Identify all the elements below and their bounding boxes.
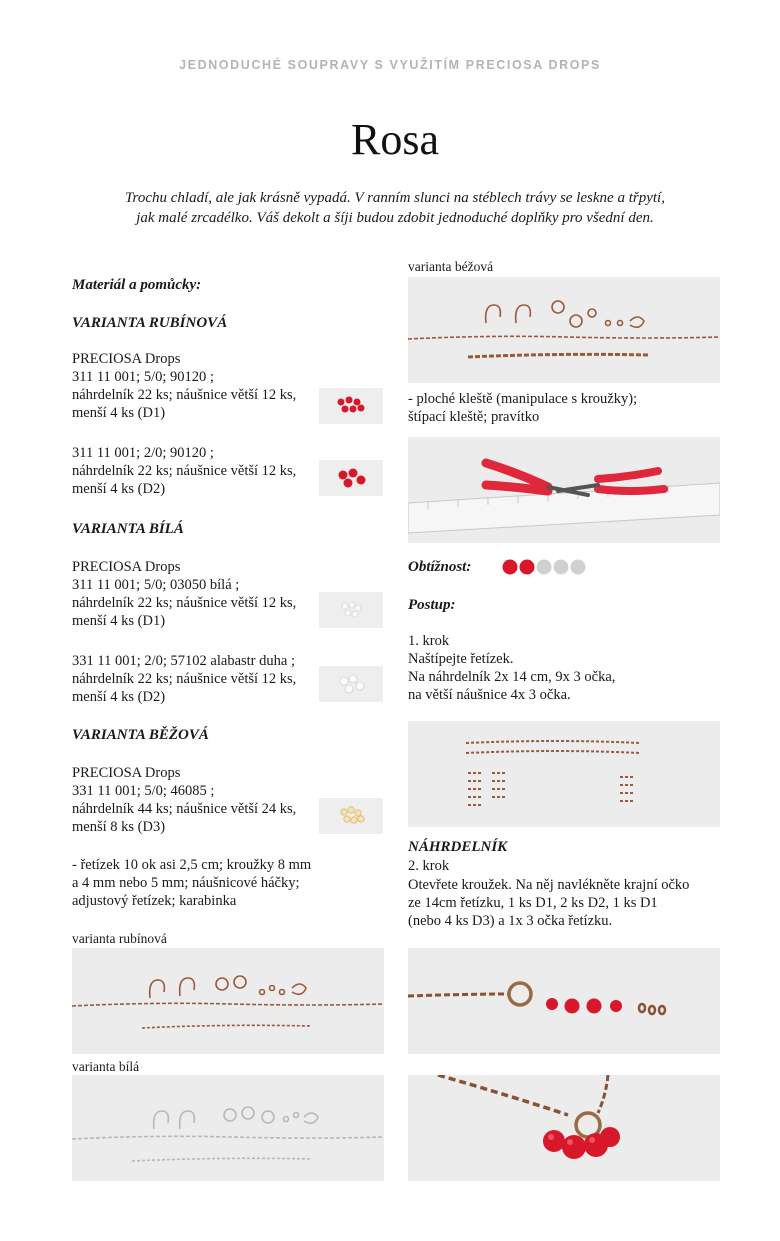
white-item2-code: 331 11 001; 2/0; 57102 alabastr duha ; — [72, 653, 295, 669]
necklace-heading: NÁHRDELNÍK — [408, 839, 508, 855]
red-item1-qty: náhrdelník 22 ks; náušnice větší 12 ks, — [72, 387, 297, 403]
red-item1-code: 311 11 001; 5/0; 90120 ; — [72, 369, 214, 385]
step2-result-photo — [408, 1075, 720, 1181]
procedure-heading: Postup: — [408, 597, 456, 613]
difficulty-label: Obtížnost: — [408, 559, 472, 575]
series-title: JEDNODUCHÉ SOUPRAVY S VYUŽITÍM PRECIOSA DROPS — [179, 58, 601, 72]
beige-beads-d3-thumbnail — [319, 798, 383, 834]
page-title: Rosa — [351, 115, 439, 164]
difficulty-dot-filled — [520, 560, 535, 575]
white-item1-code: 311 11 001; 5/0; 03050 bílá ; — [72, 577, 240, 593]
tools-photo — [408, 437, 720, 543]
difficulty-rating — [502, 558, 592, 576]
caption-variant-red: varianta rubínová — [72, 931, 167, 946]
tools-line-1: - ploché kleště (manipulace s kroužky); — [408, 391, 638, 407]
red-item1-small: menší 4 ks (D1) — [72, 405, 166, 421]
white-item1-small: menší 4 ks (D1) — [72, 613, 166, 629]
materials-heading: Materiál a pomůcky: — [72, 277, 202, 293]
intro-text — [90, 188, 700, 228]
red-beads-d1-thumbnail — [319, 388, 383, 424]
variant-beige-heading: VARIANTA BĚŽOVÁ — [72, 727, 209, 743]
white-beads-d1-thumbnail — [319, 592, 383, 628]
beige-brand: PRECIOSA Drops — [72, 765, 181, 781]
red-beads-d2-thumbnail — [319, 460, 383, 496]
white-item1-qty: náhrdelník 22 ks; náušnice větší 12 ks, — [72, 595, 297, 611]
caption-variant-white: varianta bílá — [72, 1059, 140, 1074]
other-materials-line-1: - řetízek 10 ok asi 2,5 cm; kroužky 8 mm — [72, 857, 312, 873]
other-materials-line-2: a 4 mm nebo 5 mm; náušnicové háčky; — [72, 875, 300, 891]
caption-variant-beige: varianta béžová — [408, 259, 494, 274]
red-brand: PRECIOSA Drops — [72, 351, 181, 367]
white-beads-d2-thumbnail — [319, 666, 383, 702]
variant-white-heading: VARIANTA BÍLÁ — [72, 521, 184, 537]
step1-line-3: na větší náušnice 4x 3 očka. — [408, 687, 571, 703]
other-materials-line-3: adjustový řetízek; karabinka — [72, 893, 237, 909]
beige-item1-code: 331 11 001; 5/0; 46085 ; — [72, 783, 215, 799]
step1-line-2: Na náhrdelník 2x 14 cm, 9x 3 očka, — [408, 669, 616, 685]
difficulty-dot-empty — [571, 560, 586, 575]
step2-line-2: ze 14cm řetízku, 1 ks D1, 2 ks D2, 1 ks D1 — [408, 895, 658, 911]
red-item2-code: 311 11 001; 2/0; 90120 ; — [72, 445, 214, 461]
difficulty-dot-empty — [537, 560, 552, 575]
step2-line-3: (nebo 4 ks D3) a 1x 3 očka řetízku. — [408, 913, 613, 929]
intro-line-2: jak malé zrcadélko. Váš dekolt a šíji budou zdobit jednoduché doplňky pro všední den. — [136, 210, 654, 226]
step1-cut-chains-photo — [408, 721, 720, 827]
tools-line-2: štípací kleště; pravítko — [408, 409, 540, 425]
white-brand: PRECIOSA Drops — [72, 559, 181, 575]
white-item2-qty: náhrdelník 22 ks; náušnice větší 12 ks, — [72, 671, 297, 687]
step2-threading-photo — [408, 948, 720, 1054]
step2-label: 2. krok — [408, 858, 450, 874]
beige-variant-materials-photo — [408, 277, 720, 383]
step1-label: 1. krok — [408, 633, 450, 649]
red-item2-qty: náhrdelník 22 ks; náušnice větší 12 ks, — [72, 463, 297, 479]
step1-line-1: Naštípejte řetízek. — [408, 651, 514, 667]
intro-line-1: Trochu chladí, ale jak krásně vypadá. V ranním slunci na stéblech trávy se leskne a třpytí, — [125, 190, 665, 206]
white-variant-materials-photo — [72, 1075, 384, 1181]
red-variant-materials-photo — [72, 948, 384, 1054]
red-item2-small: menší 4 ks (D2) — [72, 481, 166, 497]
beige-item1-small: menší 8 ks (D3) — [72, 819, 166, 835]
white-item2-small: menší 4 ks (D2) — [72, 689, 166, 705]
step2-line-1: Otevřete kroužek. Na něj navlékněte krajní očko — [408, 877, 690, 893]
beige-item1-qty: náhrdelník 44 ks; náušnice větší 24 ks, — [72, 801, 297, 817]
variant-red-heading: VARIANTA RUBÍNOVÁ — [72, 315, 228, 331]
difficulty-dot-empty — [554, 560, 569, 575]
difficulty-dot-filled — [503, 560, 518, 575]
